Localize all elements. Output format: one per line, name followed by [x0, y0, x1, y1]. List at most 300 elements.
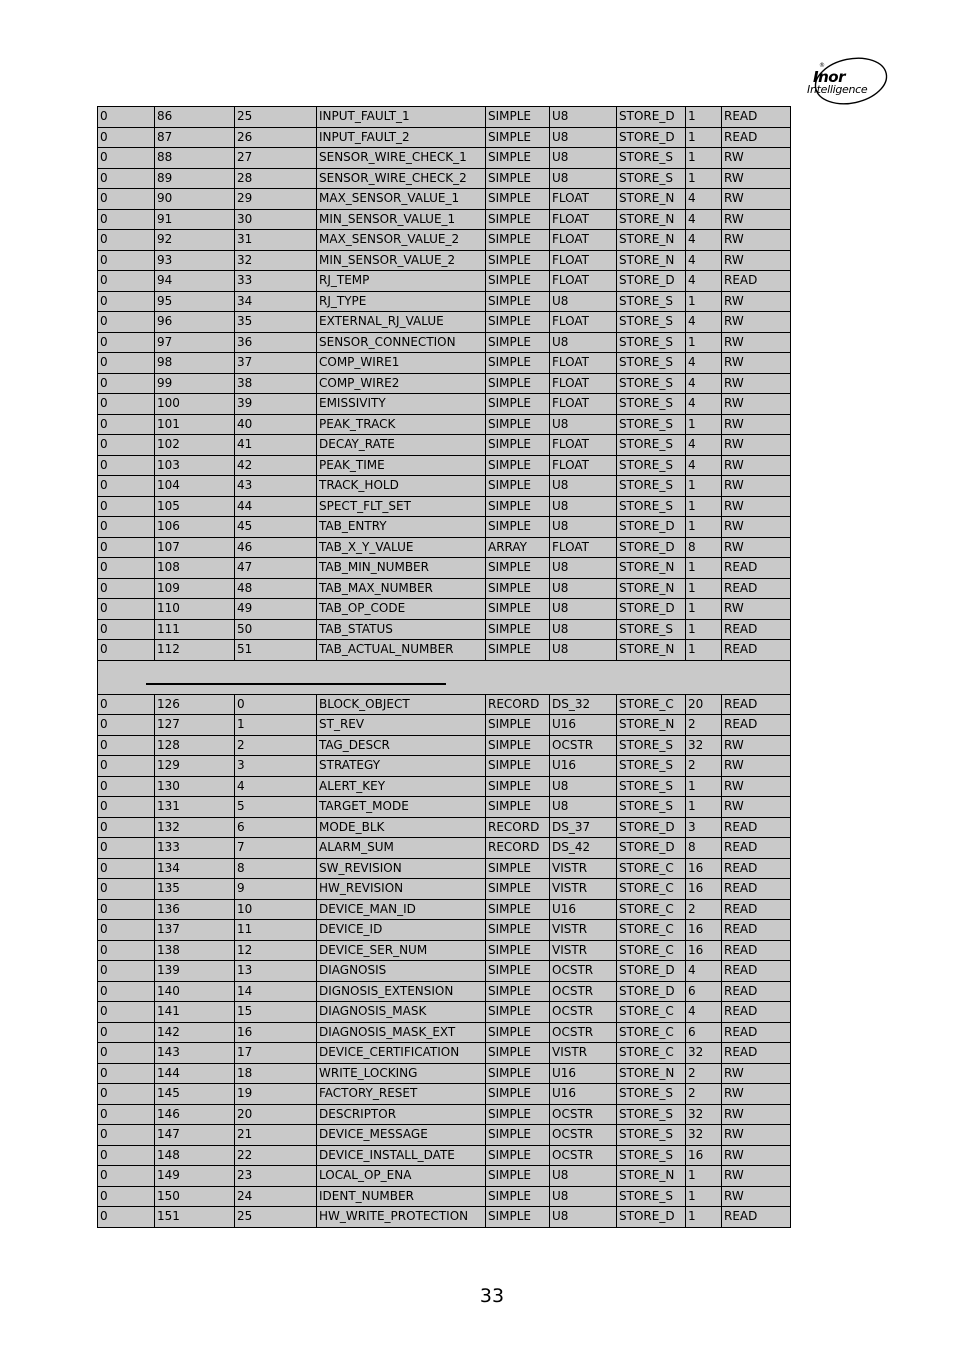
cell-relative-index: 19 — [235, 1084, 317, 1105]
cell-size: 32 — [686, 1104, 722, 1125]
cell-size: 1 — [686, 776, 722, 797]
cell-size: 1 — [686, 558, 722, 579]
cell-index: 137 — [155, 920, 235, 941]
cell-parameter-name: SW_REVISION — [317, 858, 486, 879]
cell-data-type: VISTR — [550, 879, 617, 900]
cell-parameter-name: DEVICE_ID — [317, 920, 486, 941]
cell-store: STORE_S — [617, 619, 686, 640]
cell-object-type: SIMPLE — [486, 797, 550, 818]
cell-index: 110 — [155, 599, 235, 620]
cell-data-type: FLOAT — [550, 537, 617, 558]
cell-size: 4 — [686, 435, 722, 456]
cell-store: STORE_S — [617, 1145, 686, 1166]
cell-relative-index: 18 — [235, 1063, 317, 1084]
cell-relative-index: 11 — [235, 920, 317, 941]
cell-object-type: SIMPLE — [486, 1186, 550, 1207]
cell-object-type: SIMPLE — [486, 1043, 550, 1064]
cell-slot: 0 — [98, 127, 155, 148]
cell-parameter-name: TRACK_HOLD — [317, 476, 486, 497]
table-row — [98, 920, 791, 941]
cell-index: 141 — [155, 1002, 235, 1023]
cell-slot: 0 — [98, 694, 155, 715]
cell-size: 1 — [686, 414, 722, 435]
cell-relative-index: 10 — [235, 899, 317, 920]
cell-size: 1 — [686, 599, 722, 620]
cell-slot: 0 — [98, 496, 155, 517]
cell-index: 101 — [155, 414, 235, 435]
cell-object-type: SIMPLE — [486, 578, 550, 599]
cell-parameter-name: RJ_TYPE — [317, 291, 486, 312]
cell-relative-index: 13 — [235, 961, 317, 982]
cell-parameter-name: DIAGNOSIS_MASK_EXT — [317, 1022, 486, 1043]
cell-data-type: FLOAT — [550, 230, 617, 251]
cell-object-type: SIMPLE — [486, 455, 550, 476]
cell-store: STORE_D — [617, 961, 686, 982]
cell-access: RW — [722, 455, 791, 476]
cell-object-type: SIMPLE — [486, 435, 550, 456]
cell-object-type: SIMPLE — [486, 168, 550, 189]
cell-object-type: SIMPLE — [486, 230, 550, 251]
cell-store: STORE_D — [617, 537, 686, 558]
cell-size: 1 — [686, 496, 722, 517]
table-row — [98, 1084, 791, 1105]
cell-size: 4 — [686, 373, 722, 394]
cell-slot: 0 — [98, 776, 155, 797]
cell-object-type: SIMPLE — [486, 1084, 550, 1105]
cell-parameter-name: TAB_ACTUAL_NUMBER — [317, 640, 486, 661]
section-separator-cell — [98, 660, 791, 694]
cell-data-type: VISTR — [550, 858, 617, 879]
table-row — [98, 879, 791, 900]
cell-access: RW — [722, 735, 791, 756]
cell-parameter-name: TAB_ENTRY — [317, 517, 486, 538]
cell-store: STORE_S — [617, 797, 686, 818]
cell-index: 136 — [155, 899, 235, 920]
cell-data-type: OCSTR — [550, 1145, 617, 1166]
cell-index: 129 — [155, 756, 235, 777]
cell-size: 1 — [686, 127, 722, 148]
cell-index: 108 — [155, 558, 235, 579]
table-row — [98, 476, 791, 497]
cell-parameter-name: MIN_SENSOR_VALUE_2 — [317, 250, 486, 271]
cell-relative-index: 5 — [235, 797, 317, 818]
cell-access: READ — [722, 981, 791, 1002]
cell-index: 103 — [155, 455, 235, 476]
cell-size: 4 — [686, 271, 722, 292]
cell-index: 112 — [155, 640, 235, 661]
cell-data-type: U8 — [550, 1186, 617, 1207]
cell-data-type: U8 — [550, 558, 617, 579]
cell-data-type: U8 — [550, 619, 617, 640]
table-row — [98, 230, 791, 251]
table-row — [98, 1022, 791, 1043]
cell-slot: 0 — [98, 209, 155, 230]
cell-relative-index: 40 — [235, 414, 317, 435]
cell-data-type: DS_32 — [550, 694, 617, 715]
cell-access: RW — [722, 394, 791, 415]
cell-object-type: SIMPLE — [486, 332, 550, 353]
cell-access: RW — [722, 353, 791, 374]
cell-store: STORE_S — [617, 735, 686, 756]
cell-access: RW — [722, 599, 791, 620]
table-row — [98, 715, 791, 736]
cell-slot: 0 — [98, 1145, 155, 1166]
cell-index: 100 — [155, 394, 235, 415]
cell-store: STORE_S — [617, 168, 686, 189]
cell-object-type: SIMPLE — [486, 496, 550, 517]
cell-relative-index: 12 — [235, 940, 317, 961]
cell-slot: 0 — [98, 414, 155, 435]
cell-access: RW — [722, 209, 791, 230]
cell-object-type: SIMPLE — [486, 250, 550, 271]
cell-index: 126 — [155, 694, 235, 715]
cell-store: STORE_S — [617, 496, 686, 517]
cell-store: STORE_D — [617, 1207, 686, 1228]
logo-registered-mark: ® — [819, 62, 825, 69]
cell-slot: 0 — [98, 599, 155, 620]
cell-data-type: U8 — [550, 599, 617, 620]
cell-store: STORE_S — [617, 1084, 686, 1105]
cell-object-type: SIMPLE — [486, 148, 550, 169]
cell-data-type: DS_37 — [550, 817, 617, 838]
cell-access: READ — [722, 558, 791, 579]
table-row — [98, 578, 791, 599]
cell-relative-index: 22 — [235, 1145, 317, 1166]
cell-size: 3 — [686, 817, 722, 838]
cell-access: RW — [722, 189, 791, 210]
cell-size: 32 — [686, 1125, 722, 1146]
cell-object-type: SIMPLE — [486, 961, 550, 982]
cell-relative-index: 26 — [235, 127, 317, 148]
cell-parameter-name: MIN_SENSOR_VALUE_1 — [317, 209, 486, 230]
cell-size: 32 — [686, 735, 722, 756]
cell-object-type: SIMPLE — [486, 414, 550, 435]
cell-data-type: FLOAT — [550, 394, 617, 415]
cell-store: STORE_S — [617, 476, 686, 497]
table-row — [98, 1125, 791, 1146]
cell-object-type: SIMPLE — [486, 879, 550, 900]
cell-data-type: U16 — [550, 756, 617, 777]
cell-index: 99 — [155, 373, 235, 394]
page-number: 33 — [479, 1285, 505, 1307]
cell-parameter-name: STRATEGY — [317, 756, 486, 777]
table-row — [98, 496, 791, 517]
cell-object-type: SIMPLE — [486, 1002, 550, 1023]
cell-size: 8 — [686, 537, 722, 558]
cell-size: 1 — [686, 640, 722, 661]
cell-slot: 0 — [98, 168, 155, 189]
cell-data-type: FLOAT — [550, 250, 617, 271]
cell-data-type: U8 — [550, 127, 617, 148]
cell-store: STORE_S — [617, 414, 686, 435]
table-row — [98, 1002, 791, 1023]
cell-data-type: U16 — [550, 1063, 617, 1084]
cell-store: STORE_N — [617, 1063, 686, 1084]
table-row — [98, 1104, 791, 1125]
table-row — [98, 517, 791, 538]
cell-size: 4 — [686, 312, 722, 333]
cell-slot: 0 — [98, 455, 155, 476]
cell-index: 134 — [155, 858, 235, 879]
cell-store: STORE_S — [617, 373, 686, 394]
cell-store: STORE_N — [617, 715, 686, 736]
cell-store: STORE_N — [617, 250, 686, 271]
cell-size: 1 — [686, 148, 722, 169]
cell-data-type: U8 — [550, 107, 617, 128]
cell-data-type: U8 — [550, 496, 617, 517]
cell-relative-index: 29 — [235, 189, 317, 210]
cell-object-type: SIMPLE — [486, 291, 550, 312]
cell-slot: 0 — [98, 476, 155, 497]
cell-parameter-name: DEVICE_MAN_ID — [317, 899, 486, 920]
cell-index: 106 — [155, 517, 235, 538]
table-row — [98, 619, 791, 640]
cell-parameter-name: TARGET_MODE — [317, 797, 486, 818]
cell-relative-index: 28 — [235, 168, 317, 189]
section-underline — [146, 683, 446, 685]
cell-index: 145 — [155, 1084, 235, 1105]
cell-parameter-name: BLOCK_OBJECT — [317, 694, 486, 715]
cell-parameter-name: EMISSIVITY — [317, 394, 486, 415]
cell-access: READ — [722, 838, 791, 859]
cell-slot: 0 — [98, 394, 155, 415]
cell-relative-index: 41 — [235, 435, 317, 456]
cell-size: 16 — [686, 879, 722, 900]
cell-access: READ — [722, 1002, 791, 1023]
cell-index: 132 — [155, 817, 235, 838]
cell-slot: 0 — [98, 230, 155, 251]
cell-parameter-name: PEAK_TRACK — [317, 414, 486, 435]
cell-store: STORE_D — [617, 838, 686, 859]
cell-object-type: SIMPLE — [486, 735, 550, 756]
cell-parameter-name: ALARM_SUM — [317, 838, 486, 859]
cell-data-type: U8 — [550, 291, 617, 312]
cell-relative-index: 45 — [235, 517, 317, 538]
cell-relative-index: 24 — [235, 1186, 317, 1207]
cell-access: RW — [722, 312, 791, 333]
cell-store: STORE_D — [617, 817, 686, 838]
cell-object-type: SIMPLE — [486, 920, 550, 941]
cell-data-type: U8 — [550, 332, 617, 353]
cell-access: READ — [722, 858, 791, 879]
cell-access: RW — [722, 414, 791, 435]
cell-index: 149 — [155, 1166, 235, 1187]
cell-access: RW — [722, 168, 791, 189]
cell-relative-index: 33 — [235, 271, 317, 292]
cell-slot: 0 — [98, 1166, 155, 1187]
table-row — [98, 817, 791, 838]
cell-slot: 0 — [98, 797, 155, 818]
cell-parameter-name: MODE_BLK — [317, 817, 486, 838]
cell-index: 142 — [155, 1022, 235, 1043]
cell-index: 88 — [155, 148, 235, 169]
cell-index: 150 — [155, 1186, 235, 1207]
cell-data-type: U8 — [550, 168, 617, 189]
cell-slot: 0 — [98, 838, 155, 859]
cell-relative-index: 2 — [235, 735, 317, 756]
cell-relative-index: 25 — [235, 107, 317, 128]
cell-store: STORE_D — [617, 981, 686, 1002]
cell-parameter-name: EXTERNAL_RJ_VALUE — [317, 312, 486, 333]
cell-parameter-name: WRITE_LOCKING — [317, 1063, 486, 1084]
cell-store: STORE_N — [617, 230, 686, 251]
cell-object-type: SIMPLE — [486, 981, 550, 1002]
cell-store: STORE_S — [617, 394, 686, 415]
cell-access: READ — [722, 879, 791, 900]
cell-parameter-name: LOCAL_OP_ENA — [317, 1166, 486, 1187]
cell-index: 139 — [155, 961, 235, 982]
cell-data-type: U8 — [550, 414, 617, 435]
cell-store: STORE_S — [617, 291, 686, 312]
cell-slot: 0 — [98, 735, 155, 756]
cell-relative-index: 17 — [235, 1043, 317, 1064]
cell-relative-index: 35 — [235, 312, 317, 333]
cell-data-type: DS_42 — [550, 838, 617, 859]
table-row — [98, 1166, 791, 1187]
cell-slot: 0 — [98, 858, 155, 879]
table-row — [98, 209, 791, 230]
cell-relative-index: 3 — [235, 756, 317, 777]
cell-data-type: U16 — [550, 1084, 617, 1105]
cell-relative-index: 44 — [235, 496, 317, 517]
cell-relative-index: 27 — [235, 148, 317, 169]
cell-access: READ — [722, 940, 791, 961]
table-row — [98, 981, 791, 1002]
cell-relative-index: 9 — [235, 879, 317, 900]
cell-store: STORE_C — [617, 694, 686, 715]
cell-parameter-name: TAB_MAX_NUMBER — [317, 578, 486, 599]
cell-store: STORE_N — [617, 640, 686, 661]
table-row — [98, 858, 791, 879]
cell-object-type: SIMPLE — [486, 312, 550, 333]
cell-slot: 0 — [98, 640, 155, 661]
cell-size: 1 — [686, 107, 722, 128]
cell-data-type: FLOAT — [550, 271, 617, 292]
cell-slot: 0 — [98, 879, 155, 900]
cell-access: RW — [722, 332, 791, 353]
cell-slot: 0 — [98, 1084, 155, 1105]
cell-index: 90 — [155, 189, 235, 210]
cell-object-type: SIMPLE — [486, 619, 550, 640]
cell-store: STORE_C — [617, 940, 686, 961]
cell-slot: 0 — [98, 558, 155, 579]
cell-index: 146 — [155, 1104, 235, 1125]
table-row — [98, 250, 791, 271]
cell-parameter-name: ST_REV — [317, 715, 486, 736]
cell-slot: 0 — [98, 373, 155, 394]
cell-object-type: SIMPLE — [486, 353, 550, 374]
table-row — [98, 127, 791, 148]
cell-slot: 0 — [98, 756, 155, 777]
cell-object-type: SIMPLE — [486, 1207, 550, 1228]
cell-parameter-name: RJ_TEMP — [317, 271, 486, 292]
cell-object-type: SIMPLE — [486, 1104, 550, 1125]
cell-relative-index: 14 — [235, 981, 317, 1002]
cell-slot: 0 — [98, 981, 155, 1002]
cell-size: 16 — [686, 1145, 722, 1166]
cell-relative-index: 7 — [235, 838, 317, 859]
cell-relative-index: 38 — [235, 373, 317, 394]
cell-index: 151 — [155, 1207, 235, 1228]
cell-data-type: OCSTR — [550, 1104, 617, 1125]
cell-size: 4 — [686, 455, 722, 476]
cell-size: 1 — [686, 1186, 722, 1207]
cell-index: 104 — [155, 476, 235, 497]
cell-size: 1 — [686, 291, 722, 312]
cell-size: 4 — [686, 230, 722, 251]
cell-parameter-name: DIAGNOSIS — [317, 961, 486, 982]
cell-object-type: SIMPLE — [486, 394, 550, 415]
cell-parameter-name: TAB_X_Y_VALUE — [317, 537, 486, 558]
cell-object-type: RECORD — [486, 817, 550, 838]
cell-size: 6 — [686, 981, 722, 1002]
cell-store: STORE_S — [617, 435, 686, 456]
cell-size: 20 — [686, 694, 722, 715]
cell-access: RW — [722, 776, 791, 797]
cell-size: 1 — [686, 517, 722, 538]
cell-object-type: SIMPLE — [486, 640, 550, 661]
table-row — [98, 640, 791, 661]
cell-store: STORE_S — [617, 1186, 686, 1207]
cell-size: 6 — [686, 1022, 722, 1043]
cell-index: 102 — [155, 435, 235, 456]
cell-index: 94 — [155, 271, 235, 292]
cell-index: 95 — [155, 291, 235, 312]
cell-access: RW — [722, 1145, 791, 1166]
cell-object-type: SIMPLE — [486, 599, 550, 620]
cell-index: 131 — [155, 797, 235, 818]
cell-relative-index: 23 — [235, 1166, 317, 1187]
cell-index: 127 — [155, 715, 235, 736]
cell-index: 96 — [155, 312, 235, 333]
cell-access: READ — [722, 715, 791, 736]
cell-access: RW — [722, 496, 791, 517]
cell-object-type: SIMPLE — [486, 858, 550, 879]
cell-relative-index: 32 — [235, 250, 317, 271]
cell-size: 16 — [686, 858, 722, 879]
cell-relative-index: 0 — [235, 694, 317, 715]
cell-parameter-name: IDENT_NUMBER — [317, 1186, 486, 1207]
cell-slot: 0 — [98, 250, 155, 271]
cell-object-type: SIMPLE — [486, 189, 550, 210]
cell-store: STORE_C — [617, 858, 686, 879]
cell-store: STORE_N — [617, 558, 686, 579]
cell-slot: 0 — [98, 353, 155, 374]
cell-slot: 0 — [98, 271, 155, 292]
section-separator-row — [98, 660, 791, 694]
cell-store: STORE_S — [617, 1125, 686, 1146]
cell-store: STORE_S — [617, 1104, 686, 1125]
cell-access: READ — [722, 899, 791, 920]
cell-relative-index: 36 — [235, 332, 317, 353]
cell-data-type: U8 — [550, 797, 617, 818]
cell-store: STORE_S — [617, 148, 686, 169]
cell-data-type: VISTR — [550, 940, 617, 961]
cell-relative-index: 48 — [235, 578, 317, 599]
cell-relative-index: 43 — [235, 476, 317, 497]
cell-object-type: SIMPLE — [486, 776, 550, 797]
table-row — [98, 599, 791, 620]
table-row — [98, 455, 791, 476]
cell-slot: 0 — [98, 1043, 155, 1064]
table-row — [98, 332, 791, 353]
cell-index: 91 — [155, 209, 235, 230]
cell-relative-index: 47 — [235, 558, 317, 579]
cell-size: 1 — [686, 476, 722, 497]
cell-slot: 0 — [98, 1104, 155, 1125]
cell-relative-index: 21 — [235, 1125, 317, 1146]
cell-parameter-name: INPUT_FAULT_2 — [317, 127, 486, 148]
